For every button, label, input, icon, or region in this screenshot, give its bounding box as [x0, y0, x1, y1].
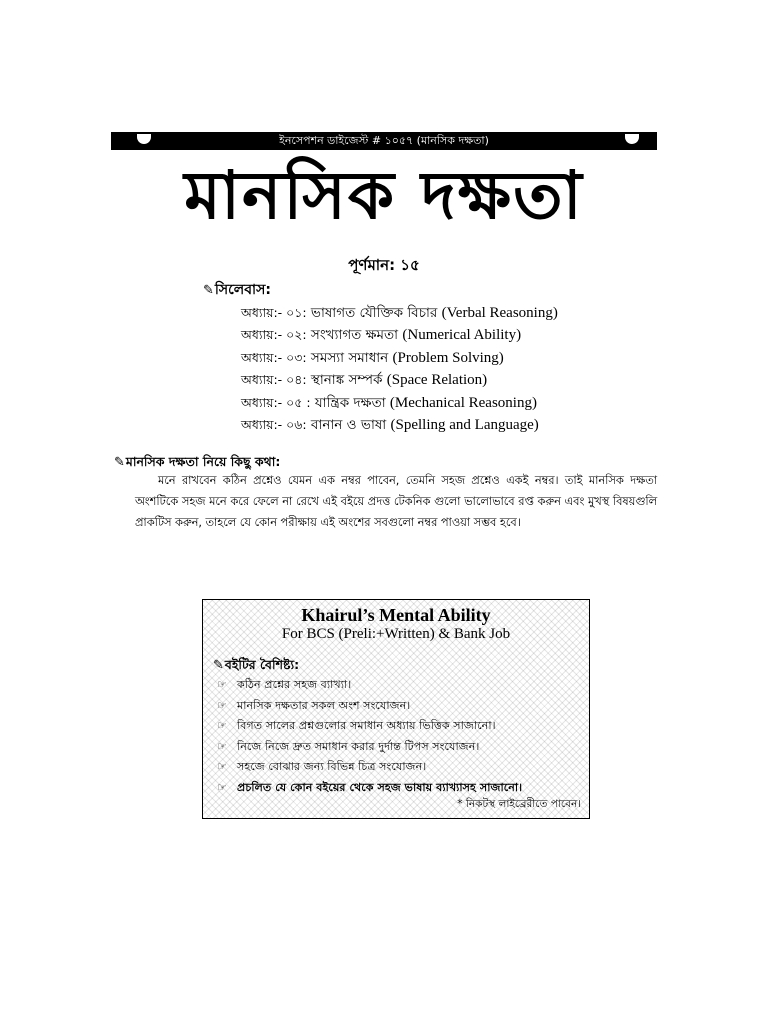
chapter-number: অধ্যায়:- ০৪: — [241, 372, 307, 388]
chapter-number: অধ্যায়:- ০২: — [241, 327, 307, 343]
chapter-name-bn: যান্ত্রিক দক্ষতা — [314, 394, 386, 411]
pen-icon: ✎ — [203, 283, 214, 298]
feature-item — [217, 737, 522, 758]
chapter-name-en: (Problem Solving) — [392, 349, 504, 366]
features-heading — [213, 655, 299, 676]
feature-item — [217, 716, 522, 737]
availability-note: * নিকটস্থ লাইব্রেরীতে পাবেন। — [457, 798, 581, 810]
chapter-name-bn: স্থানাঙ্ক সম্পর্ক — [310, 372, 383, 389]
pointing-hand-icon: ☞ — [217, 739, 227, 753]
chapter-name-bn: সমস্যা সমাধান — [310, 349, 389, 366]
chapter-name-bn: বানান ও ভাষা — [310, 417, 387, 434]
chapter-name-bn: সংখ্যাগত ক্ষমতা — [310, 327, 399, 344]
full-marks: পূর্ণমান: ১৫ — [348, 256, 420, 274]
chapter-name-en: (Mechanical Reasoning) — [389, 394, 537, 411]
chapter-name-bn: ভাষাগত যৌক্তিক বিচার — [310, 305, 438, 321]
header-bar — [111, 132, 657, 150]
chapter-number: অধ্যায়:- ০৫ : — [241, 394, 311, 410]
notes-paragraph: মনে রাখবেন কঠিন প্রশ্নেও যেমন এক নম্বর পাবেন, তেমনি সহজ প্রশ্নেও একই নম্বর। তাই মানসিক দক্ষতা অংশটিকে সহজ মনে করে ফেলে না রেখে এই বইয়ে প্রদত্ত টেকনিক গুলো ভালোভাবে রপ্ত করুন এবং মুখস্থ বিষয়গুলি প্রাকটিস করুন, তাহলে যে কোন পরীক্ষায় এই অংশের সবগুলো নম্বর পাওয়া সম্ভব হবে। — [135, 474, 657, 529]
header-text: ইনসেপশন ডাইজেস্ট # ১০৫৭ (মানসিক দক্ষতা) — [279, 134, 489, 147]
chapter-list — [241, 302, 558, 436]
feature-item — [217, 696, 522, 717]
pointing-hand-icon: ☞ — [217, 760, 227, 774]
syllabus-heading — [203, 279, 271, 302]
pen-icon: ✎ — [213, 658, 224, 673]
feature-text: নিজে নিজে দ্রুত সমাধান করার দুর্দান্ত টিপস সংযোজন। — [237, 739, 480, 753]
features-heading-label: বইটির বৈশিষ্ট্য: — [224, 657, 300, 672]
chapter-number: অধ্যায়:- ০৬: — [241, 417, 307, 433]
pointing-hand-icon: ☞ — [217, 780, 227, 794]
features-list — [217, 675, 522, 799]
pointing-hand-icon: ☞ — [217, 678, 227, 691]
chapter-name-en: (Numerical Ability) — [402, 327, 522, 344]
chapter-name-en: (Space Relation) — [386, 372, 488, 389]
feature-text: সহজে বোঝার জন্য বিভিন্ন চিত্র সংযোজন। — [237, 760, 427, 774]
notes-heading-label: মানসিক দক্ষতা নিয়ে কিছু কথা: — [125, 454, 281, 469]
chapter-item — [241, 414, 558, 436]
feature-item — [217, 757, 522, 778]
chapter-item — [241, 324, 558, 346]
chapter-item — [241, 347, 558, 369]
book-subtitle: For BCS (Preli:+Written) & Bank Job — [281, 626, 511, 642]
feature-text: বিগত সালের প্রশ্নগুলোর সমাধান অধ্যায় ভিত্তিক সাজানো। — [237, 719, 496, 733]
chapter-name-en: (Spelling and Language) — [390, 417, 539, 434]
pointing-hand-icon: ☞ — [217, 719, 227, 733]
main-title: মানসিক দক্ষতা — [184, 157, 584, 234]
feature-text: প্রচলিত যে কোন বইয়ের থেকে সহজ ভাষায় ব্যাখ্যাসহ সাজানো। — [237, 780, 523, 794]
pen-icon: ✎ — [114, 455, 125, 470]
chapter-number: অধ্যায়:- ০১: — [241, 305, 307, 320]
chapter-number: অধ্যায়:- ০৩: — [241, 349, 307, 365]
pointing-hand-icon: ☞ — [217, 698, 227, 712]
feature-text: কঠিন প্রশ্নের সহজ ব্যাখ্যা। — [237, 678, 352, 691]
chapter-item — [241, 302, 558, 324]
book-title: Khairul’s Mental Ability — [301, 605, 491, 625]
chapter-name-en: (Verbal Reasoning) — [441, 305, 558, 321]
feature-item — [217, 675, 522, 696]
chapter-item — [241, 392, 558, 414]
feature-text: মানসিক দক্ষতার সকল অংশ সংযোজন। — [237, 698, 411, 712]
syllabus-heading-label: সিলেবাস: — [214, 282, 271, 298]
book-ad-box — [202, 599, 590, 819]
chapter-item — [241, 369, 558, 391]
